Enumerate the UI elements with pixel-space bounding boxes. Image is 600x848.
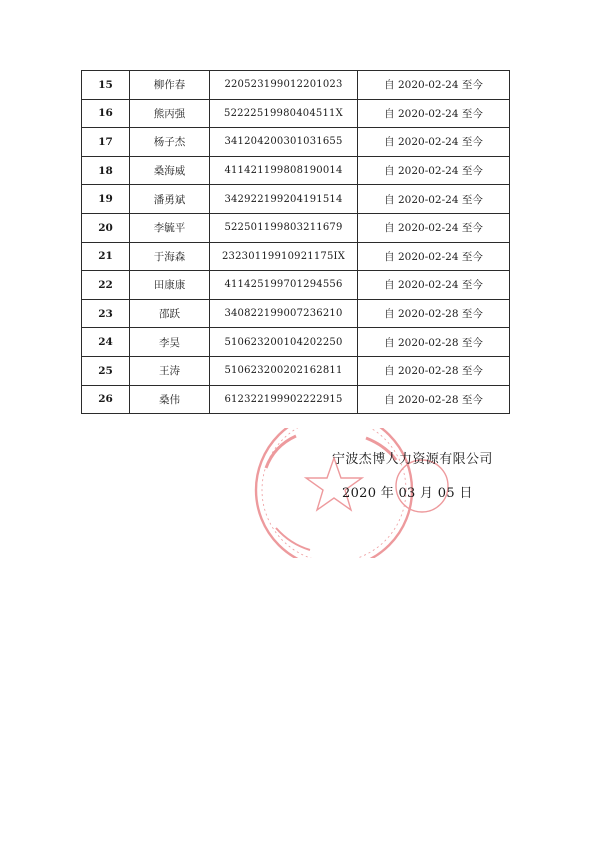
id-number: 220523199012201023 — [210, 71, 358, 100]
employment-period: 自 2020-02-24 至今 — [358, 71, 510, 100]
employment-period: 自 2020-02-24 至今 — [358, 213, 510, 242]
id-number: 341204200301031655 — [210, 128, 358, 157]
employee-name: 王涛 — [130, 356, 210, 385]
id-number: 340822199007236210 — [210, 299, 358, 328]
table-row — [82, 156, 510, 185]
employee-name: 李昊 — [130, 328, 210, 357]
table-row — [82, 271, 510, 300]
employee-name: 田康康 — [130, 271, 210, 300]
row-number: 20 — [82, 213, 130, 242]
id-number: 411425199701294556 — [210, 271, 358, 300]
employee-name: 潘勇斌 — [130, 185, 210, 214]
row-number: 22 — [82, 271, 130, 300]
table-row — [82, 185, 510, 214]
id-number: 510623200104202250 — [210, 328, 358, 357]
id-number: 342922199204191514 — [210, 185, 358, 214]
row-number: 24 — [82, 328, 130, 357]
row-number: 16 — [82, 99, 130, 128]
row-number: 19 — [82, 185, 130, 214]
table-row — [82, 356, 510, 385]
signature-date: 2020 年 03 月 05 日 — [342, 486, 473, 501]
employment-period: 自 2020-02-24 至今 — [358, 242, 510, 271]
employee-name: 柳作春 — [130, 71, 210, 100]
row-number: 26 — [82, 385, 130, 414]
employee-name: 杨子杰 — [130, 128, 210, 157]
employment-period: 自 2020-02-24 至今 — [358, 156, 510, 185]
employee-table-body — [82, 71, 510, 414]
employment-period: 自 2020-02-24 至今 — [358, 185, 510, 214]
id-number: 612322199902222915 — [210, 385, 358, 414]
employment-period: 自 2020-02-28 至今 — [358, 385, 510, 414]
employee-name: 于海森 — [130, 242, 210, 271]
employee-name: 熊丙强 — [130, 99, 210, 128]
table-row — [82, 242, 510, 271]
employee-name: 李毓平 — [130, 213, 210, 242]
employment-period: 自 2020-02-24 至今 — [358, 271, 510, 300]
employment-period: 自 2020-02-28 至今 — [358, 299, 510, 328]
row-number: 21 — [82, 242, 130, 271]
table-row — [82, 299, 510, 328]
id-number: 522501199803211679 — [210, 213, 358, 242]
employment-period: 自 2020-02-28 至今 — [358, 356, 510, 385]
table-row — [82, 213, 510, 242]
table-row — [82, 71, 510, 100]
table-row — [82, 328, 510, 357]
employee-name: 桑海威 — [130, 156, 210, 185]
table-row — [82, 128, 510, 157]
table-row — [82, 385, 510, 414]
employee-name: 邵跃 — [130, 299, 210, 328]
row-number: 18 — [82, 156, 130, 185]
company-name: 宁波杰博人力资源有限公司 — [332, 452, 493, 467]
row-number: 25 — [82, 356, 130, 385]
id-number: 52222519980404511X — [210, 99, 358, 128]
id-number: 23230119910921175IX — [210, 242, 358, 271]
table-row — [82, 99, 510, 128]
row-number: 23 — [82, 299, 130, 328]
employee-table — [81, 70, 510, 414]
id-number: 510623200202162811 — [210, 356, 358, 385]
employment-period: 自 2020-02-28 至今 — [358, 328, 510, 357]
employment-period: 自 2020-02-24 至今 — [358, 99, 510, 128]
row-number: 15 — [82, 71, 130, 100]
employment-period: 自 2020-02-24 至今 — [358, 128, 510, 157]
row-number: 17 — [82, 128, 130, 157]
employee-name: 桑伟 — [130, 385, 210, 414]
id-number: 411421199808190014 — [210, 156, 358, 185]
